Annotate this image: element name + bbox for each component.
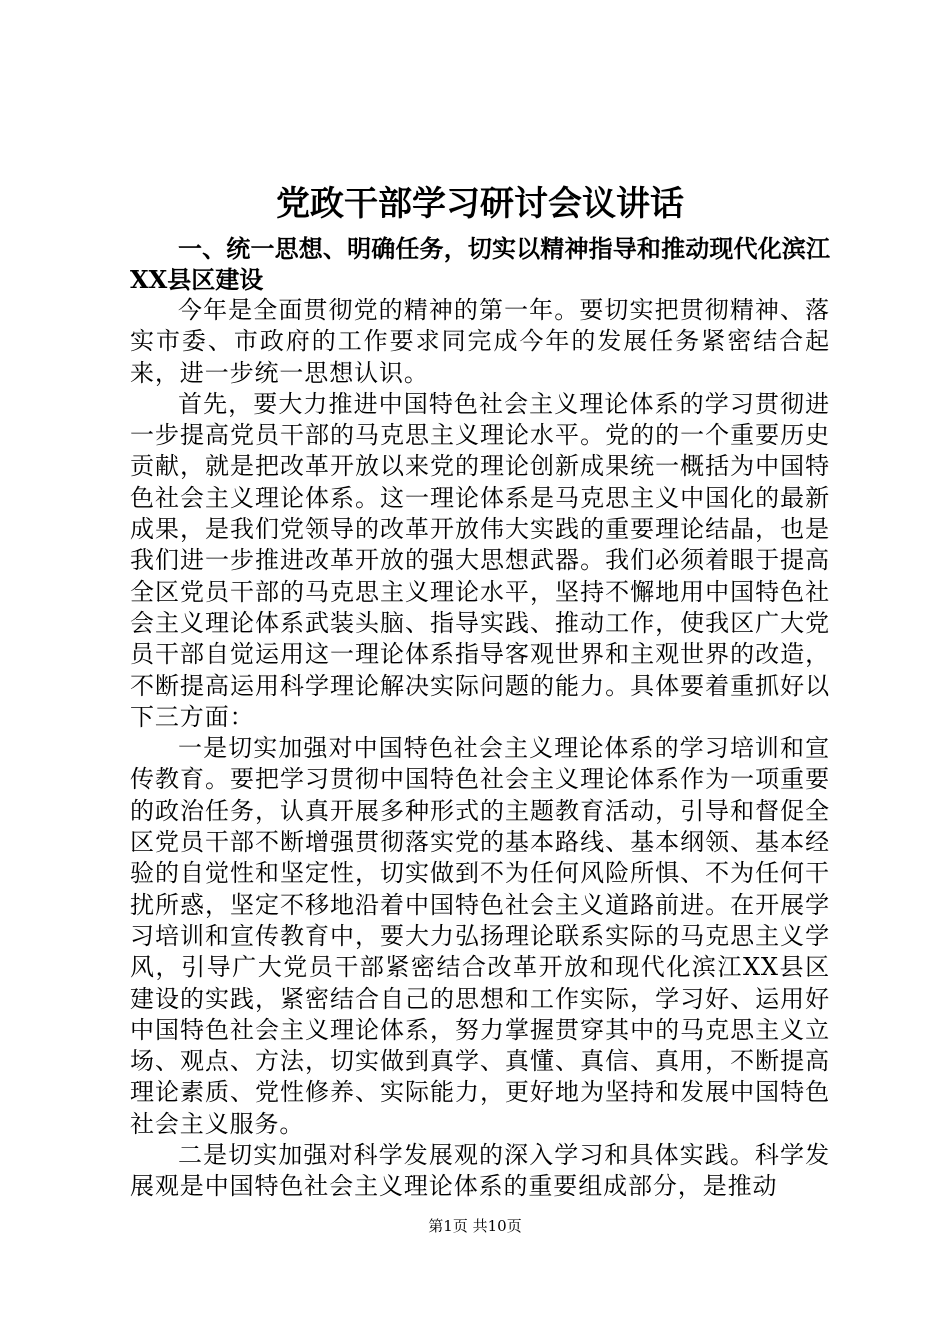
page-number-footer: 第1页 共10页 [428,1217,522,1235]
paragraph: 今年是全面贯彻党的精神的第一年。要切实把贯彻精神、落实市委、市政府的工作要求同完成今年的发展任务紧密结合起来，进一步统一思想认识。 [130,296,830,387]
paragraph: 首先，要大力推进中国特色社会主义理论体系的学习贯彻进一步提高党员干部的马克思主义理论水平。党的的一个重要历史贡献，就是把改革开放以来党的理论创新成果统一概括为中国特色社会主义理论体系。这一理论体系是马克思主义中国化的最新成果，是我们党领导的改革开放伟大实践的重要理论结晶，也是我们进一步推进改革开放的强大思想武器。我们必须着眼于提高全区党员干部的马克思主义理论水平，坚持不懈地用中国特色社会主义理论体系武装头脑、指导实践、推动工作，使我区广大党员干部自觉运用这一理论体系指导客观世界和主观世界的改造，不断提高运用科学理论解决实际问题的能力。具体要着重抓好以下三方面： [130,389,830,731]
paragraph: 二是切实加强对科学发展观的深入学习和具体实践。科学发展观是中国特色社会主义理论体系的重要组成部分，是推动 [130,1141,830,1201]
section-heading: 一、统一思想、明确任务，切实以精神指导和推动现代化滨江XX县区建设 [130,234,830,294]
document-body [130,233,830,1203]
paragraph: 一是切实加强对中国特色社会主义理论体系的学习培训和宣传教育。要把学习贯彻中国特色社会主义理论体系作为一项重要的政治任务，认真开展多种形式的主题教育活动，引导和督促全区党员干部不断增强贯彻落实党的基本路线、基本纲领、基本经验的自觉性和坚定性，切实做到不为任何风险所惧、不为任何干扰所惑，坚定不移地沿着中国特色社会主义道路前进。在开展学习培训和宣传教育中，要大力弘扬理论联系实际的马克思主义学风，引导广大党员干部紧密结合改革开放和现代化滨江XX县区建设的实践，紧密结合自己的思想和工作实际，学习好、运用好中国特色社会主义理论体系，努力掌握贯穿其中的马克思主义立场、观点、方法，切实做到真学、真懂、真信、真用，不断提高理论素质、党性修养、实际能力，更好地为坚持和发展中国特色社会主义服务。 [130,734,830,1138]
document-title: 党政干部学习研讨会议讲话 [276,184,684,224]
